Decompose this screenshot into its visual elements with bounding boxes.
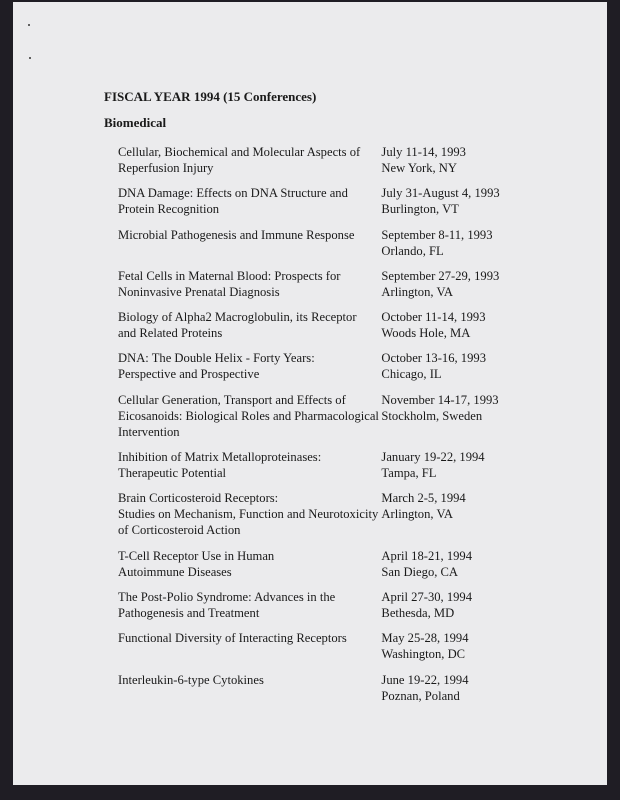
conference-entry [118,449,518,481]
conference-title: Interleukin-6-type Cytokines [118,672,264,687]
conference-location: New York, NY [381,161,457,175]
conference-when [381,630,518,662]
conference-entry [118,548,518,580]
conference-location: Poznan, Poland [381,688,460,703]
conference-entry [118,309,518,341]
conference-location: Chicago, IL [381,367,442,382]
conference-when [381,392,518,440]
conference-title: DNA: The Double Helix - Forty Years: Perspective and Prospective [118,351,315,382]
conference-date: October 13-16, 1993 [381,351,486,366]
conference-list [118,144,518,713]
conference-when [381,185,518,217]
conference-date: June 19-22, 1994 [381,672,469,687]
conference-date: September 27-29, 1993 [381,268,500,283]
conference-date: July 31-August 4, 1993 [381,186,500,201]
conference-when [381,227,518,259]
conference-date: April 18-21, 1994 [381,548,473,563]
fiscal-year-heading: FISCAL YEAR 1994 (15 Conferences) [104,89,317,104]
conference-when [381,672,518,704]
conference-date: May 25-28, 1994 [381,631,469,646]
conference-title: Biology of Alpha2 Macroglobulin, its Receptor and Related Proteins [118,310,357,341]
conference-title: The Post-Polio Syndrome: Advances in the Pathogenesis and Treatment [118,589,336,620]
conference-entry [118,185,518,217]
conference-location: Washington, DC [381,647,466,662]
conference-date: April 27-30, 1994 [381,589,473,604]
conference-when [381,309,518,341]
conference-when [381,350,518,382]
conference-title: Inhibition of Matrix Metalloproteinases: Therapeutic Potential [118,450,322,481]
conference-location: Woods Hole, MA [381,326,471,341]
conference-location: Tampa, FL [381,466,437,481]
conference-entry [118,350,518,382]
conference-location: San Diego, CA [381,564,459,579]
conference-location: Burlington, VT [381,202,459,217]
conference-when [381,449,518,481]
conference-location: Arlington, VA [381,284,454,299]
conference-entry [118,144,518,176]
conference-title: Brain Corticosteroid Receptors: Studies on Mechanism, Function and Neurotoxicity of Corticosteroid Action [118,491,379,538]
conference-location: Orlando, FL [381,243,444,258]
section-heading-biomedical: Biomedical [104,115,167,130]
conference-entry [118,490,518,538]
conference-entry [118,227,518,259]
conference-entry [118,672,518,704]
conference-title: T-Cell Receptor Use in Human Autoimmune Diseases [118,548,275,579]
conference-date: January 19-22, 1994 [381,450,485,465]
conference-when [381,548,518,580]
conference-title: Cellular, Biochemical and Molecular Aspects of Reperfusion Injury [118,145,361,175]
conference-location: Arlington, VA [381,507,454,522]
conference-title: Functional Diversity of Interacting Receptors [118,631,347,646]
conference-when [381,589,518,621]
conference-entry [118,392,518,440]
conference-entry [118,630,518,662]
conference-entry [118,589,518,621]
conference-date: November 14-17, 1993 [381,392,499,407]
conference-when [381,490,518,538]
conference-when [381,144,518,176]
conference-entry [118,268,518,300]
conference-location: Bethesda, MD [381,605,455,620]
conference-title: Microbial Pathogenesis and Immune Response [118,227,355,242]
conference-title: DNA Damage: Effects on DNA Structure and Protein Recognition [118,186,348,217]
conference-location: Stockholm, Sweden [381,408,483,423]
conference-title: Cellular Generation, Transport and Effects of Eicosanoids: Biological Roles and Pharmacological Intervention [118,392,379,439]
conference-title: Fetal Cells in Maternal Blood: Prospects for Noninvasive Prenatal Diagnosis [118,268,341,299]
conference-date: March 2-5, 1994 [381,491,466,506]
conference-date: July 11-14, 1993 [381,145,466,159]
conference-date: October 11-14, 1993 [381,310,486,325]
conference-when [381,268,518,300]
conference-date: September 8-11, 1993 [381,227,493,242]
